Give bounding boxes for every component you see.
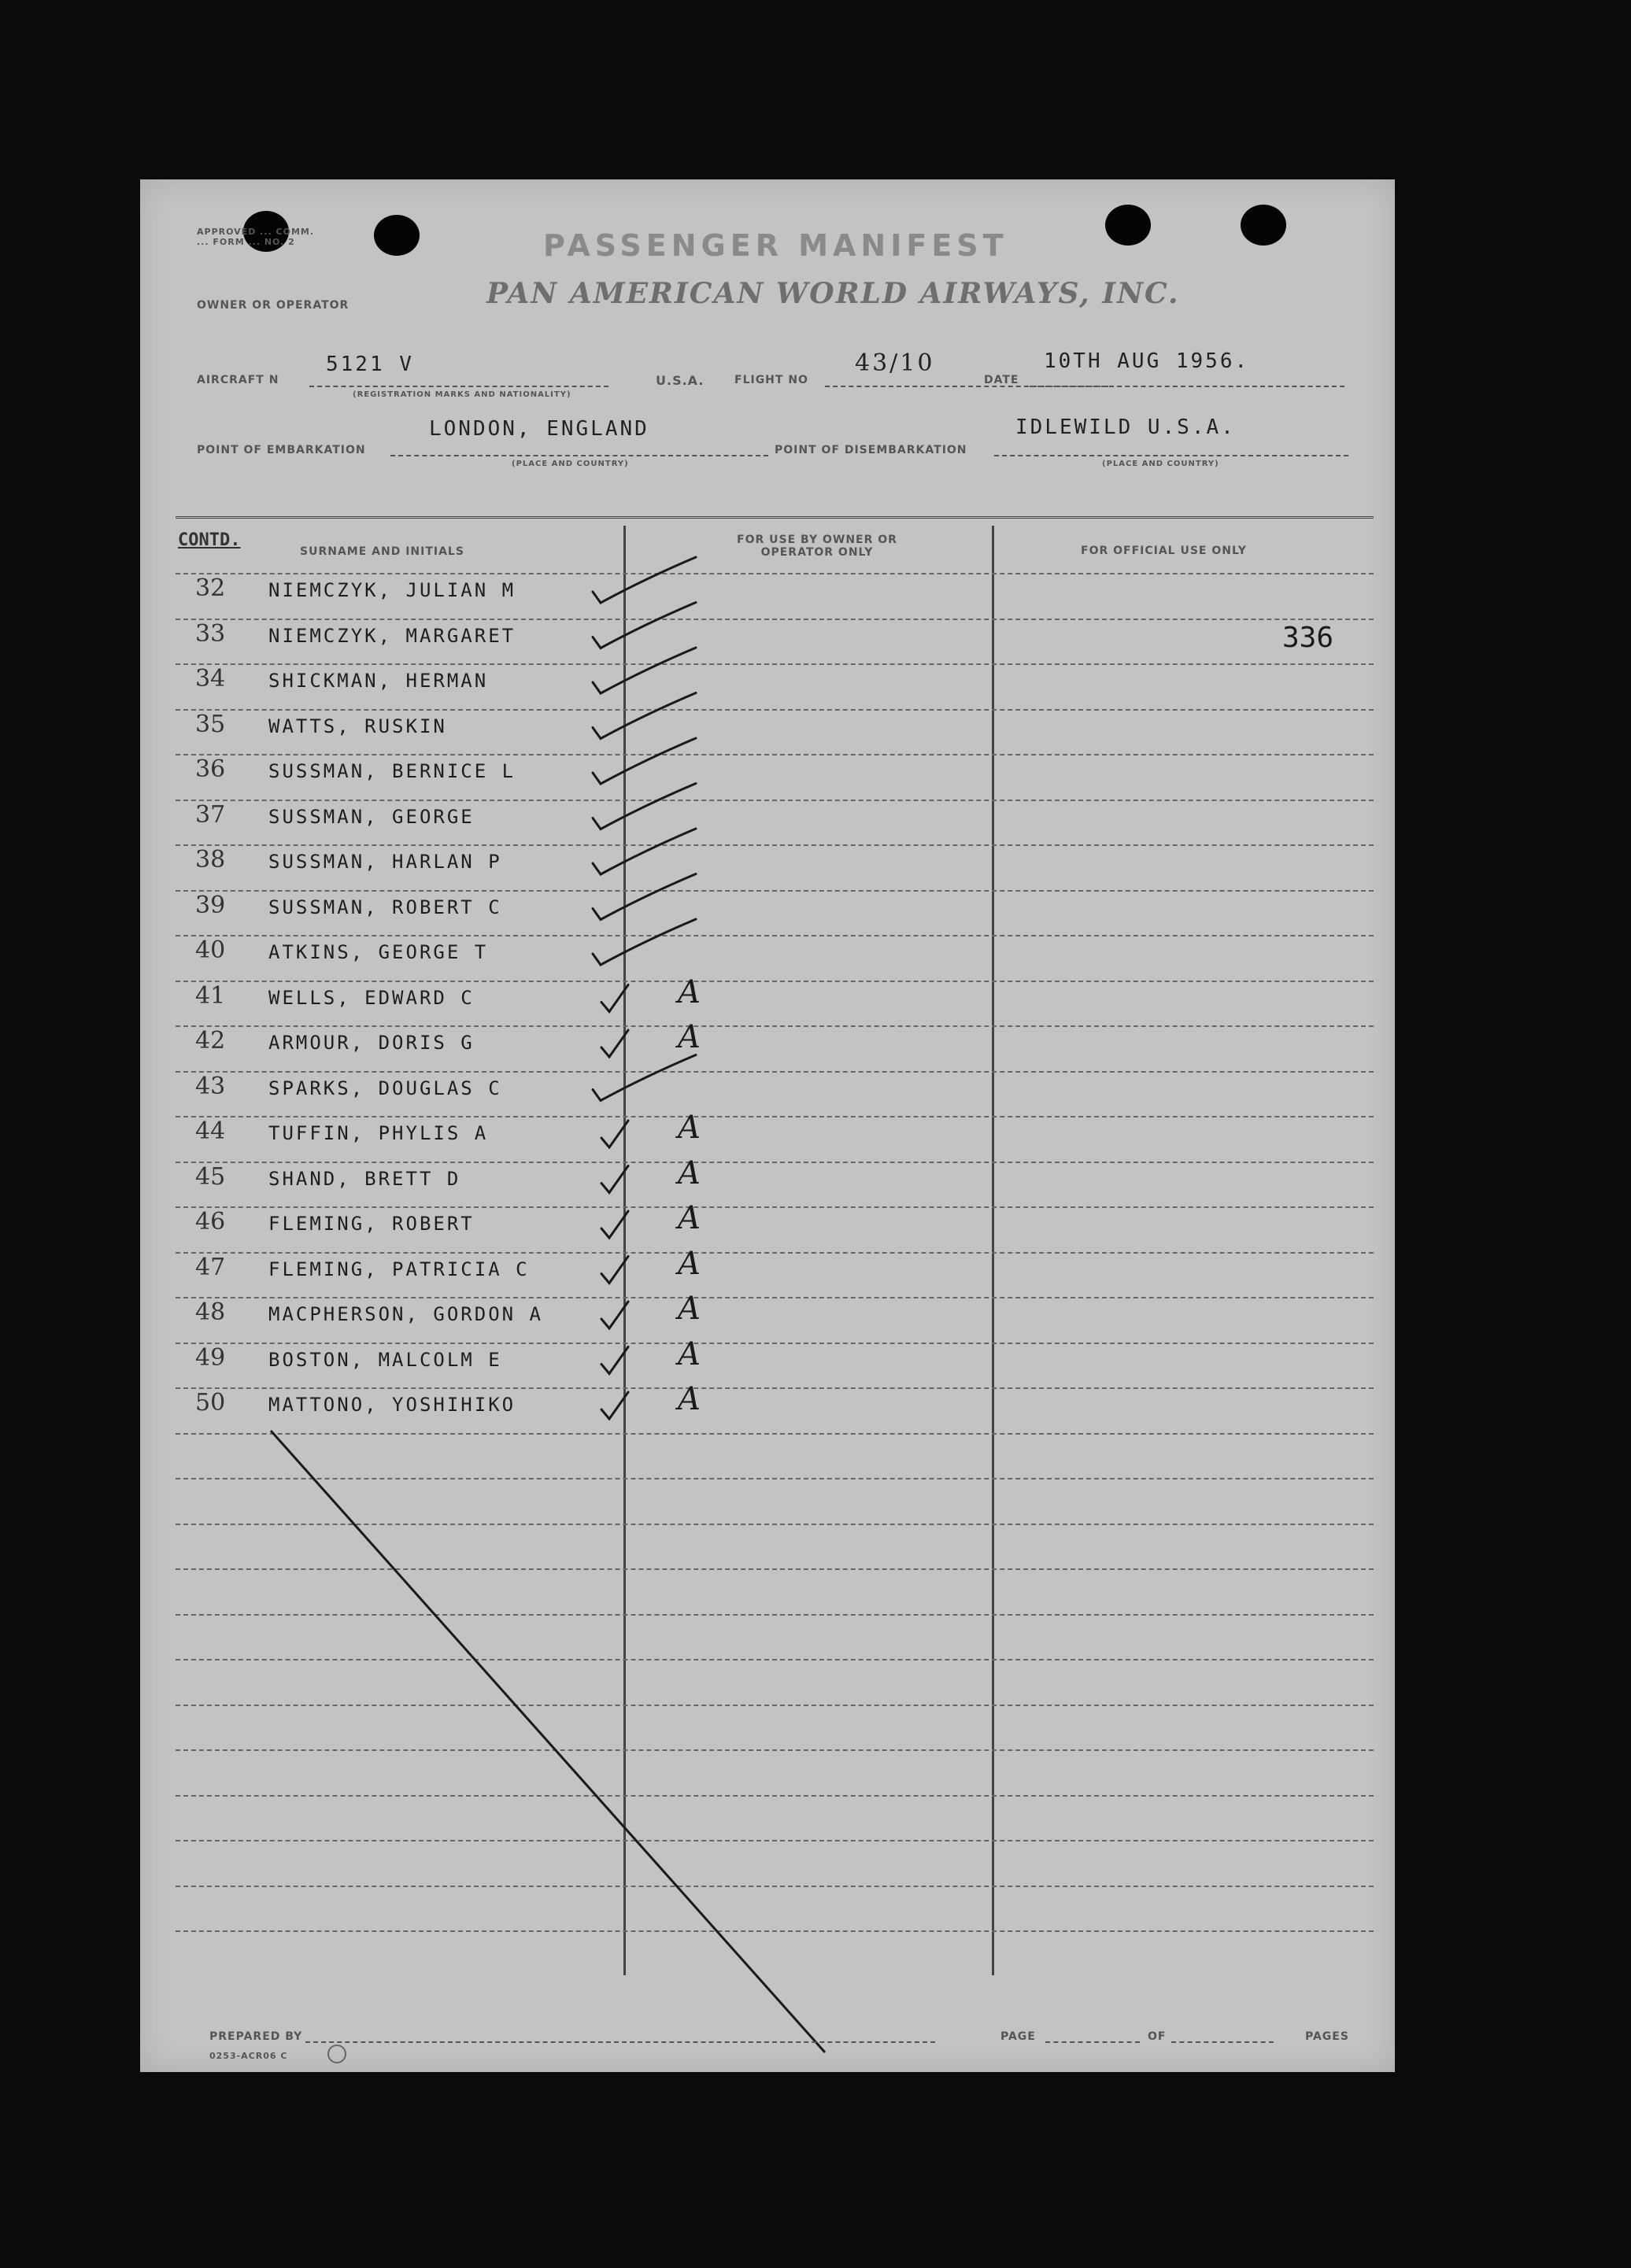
- usa-label: U.S.A.: [656, 373, 705, 388]
- passenger-name: SUSSMAN, ROBERT C: [268, 896, 502, 918]
- contd-label: CONTD.: [178, 530, 241, 550]
- check-mark: [593, 1055, 696, 1101]
- check-mark: [593, 603, 696, 648]
- of-label: OF: [1148, 2030, 1167, 2043]
- handwritten-mark: A: [678, 1019, 701, 1055]
- embarkation-value: LONDON, ENGLAND: [429, 417, 649, 441]
- passenger-name: ARMOUR, DORIS G: [268, 1032, 475, 1054]
- page-line: [1045, 2041, 1140, 2043]
- owner-column-header: FOR USE BY OWNER OR OPERATOR ONLY: [737, 534, 897, 559]
- row-number: 49: [195, 1343, 226, 1372]
- handwritten-mark: A: [678, 973, 701, 1010]
- row-number: 39: [195, 891, 226, 919]
- row-number: 37: [195, 800, 226, 829]
- row-number: 44: [195, 1117, 226, 1145]
- handwriting-overlay: [140, 179, 1395, 2072]
- row-number: 33: [195, 619, 226, 648]
- passenger-name: FLEMING, ROBERT: [268, 1213, 475, 1235]
- passenger-name: SUSSMAN, GEORGE: [268, 805, 475, 828]
- check-mark: [593, 919, 696, 965]
- surname-column-header: SURNAME AND INITIALS: [300, 545, 464, 558]
- disembarkation-label: POINT OF DISEMBARKATION: [775, 444, 967, 456]
- pages-label: PAGES: [1305, 2030, 1349, 2043]
- handwritten-mark: A: [678, 1200, 701, 1236]
- passenger-name: MATTONO, YOSHIHIKO: [268, 1394, 516, 1416]
- aircraft-caption: (REGISTRATION MARKS AND NATIONALITY): [353, 390, 571, 399]
- embarkation-caption: (PLACE AND COUNTRY): [512, 460, 629, 468]
- passenger-name: SPARKS, DOUGLAS C: [268, 1077, 502, 1099]
- manifest-page: [140, 179, 1395, 2072]
- row-number: 36: [195, 755, 226, 783]
- row-number: 34: [195, 665, 226, 693]
- handwritten-mark: A: [678, 1154, 701, 1191]
- passenger-name: SUSSMAN, BERNICE L: [268, 760, 516, 782]
- row-number: 41: [195, 981, 226, 1010]
- official-use-number: 336: [1282, 622, 1334, 654]
- row-number: 48: [195, 1298, 226, 1326]
- void-diagonal-line: [271, 1431, 825, 2052]
- check-mark: [601, 1392, 628, 1419]
- check-mark: [601, 1257, 628, 1284]
- form-code-bottom: 0253-ACR06 C: [209, 2051, 288, 2061]
- check-mark: [601, 1166, 628, 1193]
- row-number: 38: [195, 846, 226, 874]
- check-mark: [593, 738, 696, 784]
- row-number: 47: [195, 1253, 226, 1281]
- check-mark: [601, 1121, 628, 1147]
- handwritten-mark: A: [678, 1245, 701, 1282]
- disembarkation-caption: (PLACE AND COUNTRY): [1102, 460, 1219, 468]
- passenger-name: WELLS, EDWARD C: [268, 986, 475, 1009]
- airline-name: PAN AMERICAN WORLD AIRWAYS, INC.: [486, 277, 1180, 310]
- embarkation-label: POINT OF EMBARKATION: [197, 444, 366, 456]
- date-label: DATE: [984, 374, 1019, 386]
- flight-value: 43/10: [855, 349, 935, 377]
- handwritten-mark: A: [678, 1335, 701, 1372]
- check-mark: [593, 874, 696, 920]
- passenger-name: MACPHERSON, GORDON A: [268, 1303, 543, 1325]
- check-mark: [601, 1211, 628, 1238]
- aircraft-value: 5121 V: [326, 353, 414, 376]
- passenger-name: TUFFIN, PHYLIS A: [268, 1122, 489, 1144]
- check-mark: [593, 648, 696, 693]
- passenger-name: WATTS, RUSKIN: [268, 715, 447, 737]
- aircraft-label: AIRCRAFT N: [197, 374, 279, 386]
- handwritten-mark: A: [678, 1291, 701, 1327]
- form-approval-code: APPROVED ... COMM. ... FORM ... NO. 2: [197, 227, 315, 247]
- owner-label: OWNER OR OPERATOR: [197, 299, 350, 312]
- check-mark: [593, 693, 696, 739]
- check-mark: [601, 1030, 628, 1057]
- flight-label: FLIGHT NO: [734, 374, 808, 386]
- check-marks: [593, 557, 696, 1419]
- handwritten-mark: A: [678, 1110, 701, 1146]
- row-number: 46: [195, 1208, 226, 1236]
- passenger-name: FLEMING, PATRICIA C: [268, 1258, 530, 1280]
- passenger-name: NIEMCZYK, JULIAN M: [268, 579, 516, 601]
- check-mark: [593, 829, 696, 874]
- row-number: 40: [195, 936, 226, 964]
- passenger-name: SHICKMAN, HERMAN: [268, 670, 489, 692]
- passenger-name: BOSTON, MALCOLM E: [268, 1348, 502, 1371]
- prepared-by-line: [305, 2041, 935, 2043]
- passenger-name: SHAND, BRETT D: [268, 1167, 461, 1190]
- check-mark: [601, 985, 628, 1012]
- row-number: 50: [195, 1389, 226, 1417]
- page-label: PAGE: [1000, 2030, 1036, 2043]
- disembarkation-value: IDLEWILD U.S.A.: [1015, 416, 1236, 439]
- check-mark: [593, 557, 696, 603]
- check-mark: [593, 784, 696, 829]
- of-line: [1171, 2041, 1274, 2043]
- prepared-by-label: PREPARED BY: [209, 2030, 303, 2043]
- check-mark: [601, 1302, 628, 1328]
- passenger-name: NIEMCZYK, MARGARET: [268, 624, 516, 647]
- passenger-name: ATKINS, GEORGE T: [268, 941, 489, 963]
- row-number: 35: [195, 710, 226, 738]
- check-mark: [601, 1347, 628, 1374]
- union-bug-icon: [327, 2045, 346, 2063]
- row-number: 32: [195, 574, 226, 602]
- row-number: 43: [195, 1072, 226, 1100]
- row-number: 42: [195, 1027, 226, 1055]
- handwritten-mark: A: [678, 1381, 701, 1417]
- passenger-name: SUSSMAN, HARLAN P: [268, 851, 502, 873]
- official-column-header: FOR OFFICIAL USE ONLY: [1081, 545, 1247, 557]
- form-title: PASSENGER MANIFEST: [543, 228, 1008, 263]
- row-number: 45: [195, 1162, 226, 1191]
- date-value: 10TH AUG 1956.: [1044, 349, 1250, 373]
